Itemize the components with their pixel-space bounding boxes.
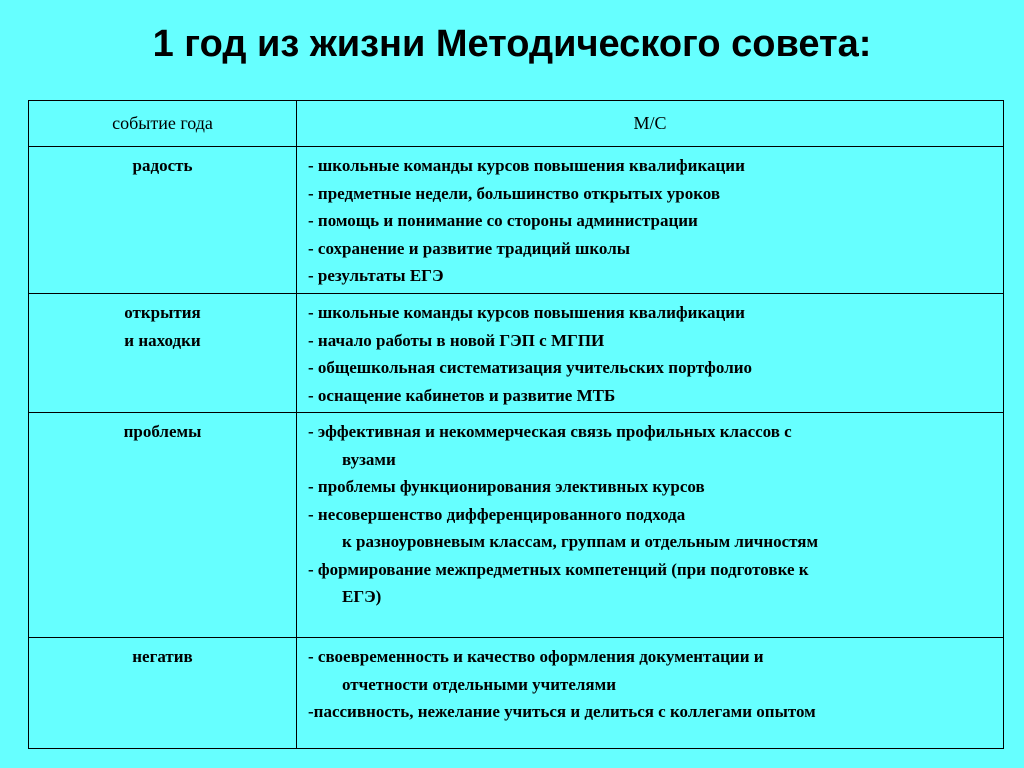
list-item: - сохранение и развитие традиций школы bbox=[308, 238, 631, 258]
row-label: проблемы bbox=[123, 422, 202, 441]
row-label-cell bbox=[29, 638, 297, 749]
row-content-cell bbox=[297, 147, 1004, 294]
list-item: - школьные команды курсов повышения квалификации bbox=[308, 156, 745, 175]
list-item: - начало работы в новой ГЭП с МГПИ bbox=[308, 330, 605, 350]
list-item: - проблемы функционирования элективных курсов bbox=[308, 477, 705, 496]
row-label: радость bbox=[132, 156, 193, 175]
row-label: негатив bbox=[132, 647, 193, 666]
events-table bbox=[28, 100, 1004, 749]
list-item: - школьные команды курсов повышения квалификации bbox=[308, 303, 745, 322]
table-header-row bbox=[29, 101, 1004, 147]
row-content-cell bbox=[297, 638, 1004, 749]
list-item: - несовершенство дифференцированного подхода bbox=[308, 504, 686, 524]
table-row bbox=[29, 294, 1004, 413]
column-header-event: событие года bbox=[29, 101, 297, 147]
list-item-continuation: вузами bbox=[342, 449, 396, 469]
list-item: - эффективная и некоммерческая связь профильных классов с bbox=[308, 422, 792, 441]
page-title: 1 год из жизни Методического совета: bbox=[152, 23, 872, 65]
list-item: - своевременность и качество оформления документации и bbox=[308, 647, 764, 666]
list-item: - общешкольная систематизация учительских портфолио bbox=[308, 358, 753, 377]
list-item-continuation: отчетности отдельными учителями bbox=[342, 674, 617, 694]
table-row bbox=[29, 413, 1004, 638]
row-label: и находки bbox=[124, 330, 201, 350]
table-row bbox=[29, 147, 1004, 294]
row-label-cell bbox=[29, 147, 297, 294]
list-item: - оснащение кабинетов и развитие МТБ bbox=[308, 385, 616, 405]
row-label: открытия bbox=[124, 303, 201, 322]
row-label-cell bbox=[29, 294, 297, 413]
list-item: - формирование межпредметных компетенций (при подготовке к bbox=[308, 559, 809, 579]
list-item: - предметные недели, большинство открытых уроков bbox=[308, 183, 721, 203]
list-item: - результаты ЕГЭ bbox=[308, 266, 444, 285]
list-item: -пассивность, нежелание учиться и делиться с коллегами опытом bbox=[308, 702, 816, 721]
list-item-continuation: к разноуровневым классам, группам и отдельным личностям bbox=[342, 532, 819, 551]
list-item-continuation: ЕГЭ) bbox=[342, 587, 382, 606]
row-content-cell bbox=[297, 294, 1004, 413]
row-content-cell bbox=[297, 413, 1004, 638]
row-label-cell bbox=[29, 413, 297, 638]
table-row bbox=[29, 638, 1004, 749]
column-header-mc: М/С bbox=[297, 101, 1004, 147]
list-item: - помощь и понимание со стороны администрации bbox=[308, 211, 698, 230]
